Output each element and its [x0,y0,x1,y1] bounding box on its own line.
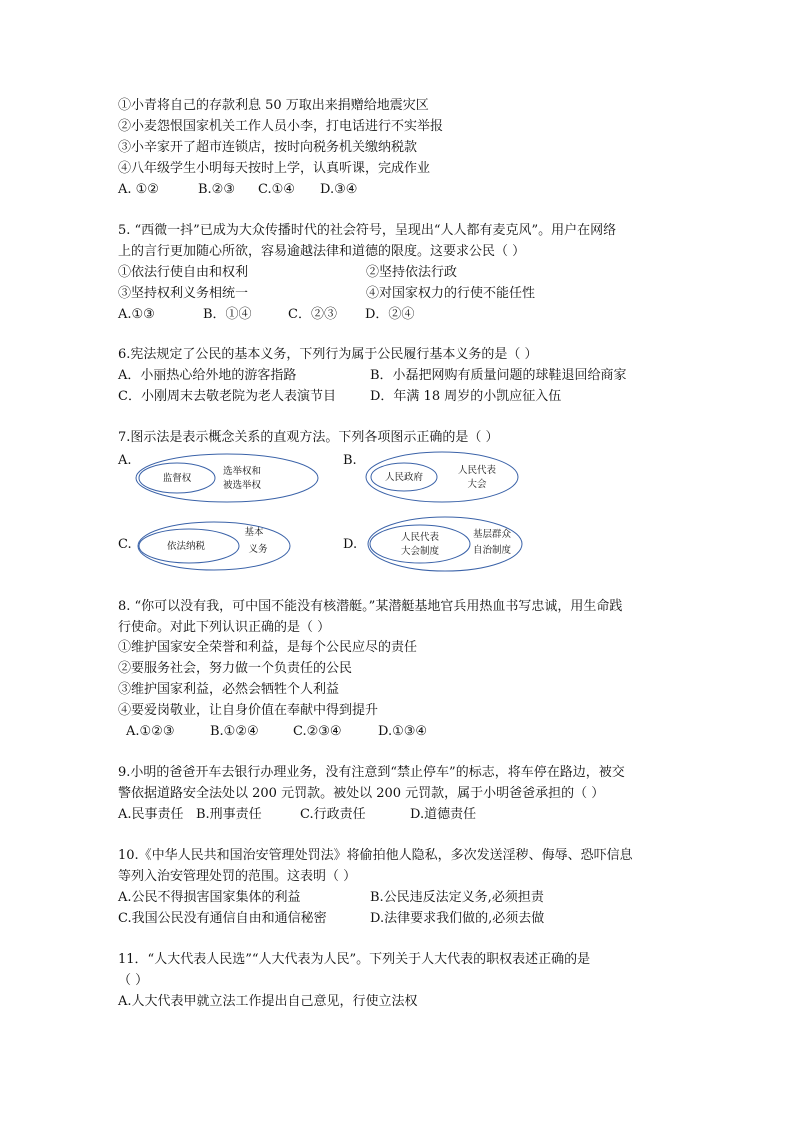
q6-option-d: D．年满 18 周岁的小凯应征入伍 [370,389,562,404]
q7-diagram-d [364,513,526,575]
q7-diagram-d-outer-ellipse [368,517,522,571]
q9-option-b: B.刑事责任 [196,807,262,822]
q4-item-3: ③小辛家开了超市连锁店，按时向税务机关缴纳税款 [118,140,418,155]
q7-diagram-d-outer-text-1: 基层群众 [472,529,512,540]
q8-option-d: D.①③④ [378,724,428,739]
q10-option-d: D.法律要求我们做的,必须去做 [370,911,545,926]
q7-stem: 7.图示法是表示概念关系的直观方法。下列各项图示正确的是（ ） [118,430,499,445]
q8-stem-line-1: 8. “你可以没有我，可中国不能没有核潜艇。”某潜艇基地官兵用热血书写忠诚，用生命践 [118,599,623,614]
q4-option-a: A. ①② [118,182,159,197]
q4-option-b: B.②③ [198,182,235,197]
q9-stem-line-2: 警依据道路安全法处以 200 元罚款。被处以 200 元罚款，属于小明爸爸承担的（ ） [118,786,605,801]
q8-item-1: ①维护国家安全荣誉和利益，是每个公民应尽的责任 [118,640,418,655]
q7-diagram-d-inner-ellipse [370,525,470,563]
q9-option-a: A.民事责任 [118,807,184,822]
q5-item-4: ④对国家权力的行使不能任性 [366,286,536,301]
q7-diagram-a-outer-text-1: 选举权和 [222,466,262,477]
q9-option-c: C.行政责任 [300,807,366,822]
q8-item-3: ③维护国家利益，必然会牺牲个人利益 [118,682,340,697]
q5-option-c: C．②③ [288,307,337,322]
q10-stem-line-1: 10.《中华人民共和国治安管理处罚法》将偷拍他人隐私，多次发送淫秽、侮辱、恐吓信息 [118,848,633,863]
q5-option-b: B．①④ [203,307,252,322]
q6-stem: 6.宪法规定了公民的基本义务，下列行为属于公民履行基本义务的是（ ） [118,347,538,362]
q4-item-2: ②小麦怨恨国家机关工作人员小李，打电话进行不实举报 [118,119,444,134]
q5-stem-line-2: 上的言行更加随心所欲，容易逾越法律和道德的限度。这要求公民（ ） [118,244,526,259]
q7-diagram-b-outer-text-2: 大会 [467,479,487,490]
q7-diagram-a [132,450,322,506]
q7-diagram-b-label: B. [343,453,357,468]
q7-diagram-b [362,448,522,506]
q7-diagram-b-outer-text-1: 人民代表 [457,465,497,476]
q5-option-a: A.①③ [118,307,155,322]
q7-diagram-b-inner-text: 人民政府 [384,472,424,483]
q8-option-b: B.①②④ [210,724,259,739]
q4-item-4: ④八年级学生小明每天按时上学，认真听课，完成作业 [118,161,431,176]
q7-diagram-d-inner-text-2: 大会制度 [400,546,440,557]
q10-option-c: C.我国公民没有通信自由和通信秘密 [118,911,327,926]
q7-diagram-d-label: D. [343,537,358,552]
q5-stem-line-1: 5. “西微一抖”已成为大众传播时代的社会符号，呈现出“人人都有麦克风”。用户在网络 [118,223,617,238]
q5-item-3: ③坚持权利义务相统一 [118,286,249,301]
q8-stem-line-2: 行使命。对此下列认识正确的是（ ） [118,620,331,635]
q4-item-1: ①小青将自己的存款利息 50 万取出来捐赠给地震灾区 [118,98,429,113]
q10-stem-line-2: 等列入治安管理处罚的范围。这表明（ ） [118,869,357,884]
q6-option-a: A．小丽热心给外地的游客指路 [118,368,297,383]
q6-option-c: C．小刚周末去敬老院为老人表演节目 [118,389,336,404]
q8-option-a: A.①②③ [126,724,175,739]
q5-option-d: D．②④ [365,307,415,322]
q9-stem-line-1: 9.小明的爸爸开车去银行办理业务，没有注意到“禁止停车”的标志，将车停在路边，被交 [118,765,625,780]
q7-diagram-c-label: C. [118,537,132,552]
q6-option-b: B．小磊把网购有质量问题的球鞋退回给商家 [370,368,627,383]
q9-option-d: D.道德责任 [410,807,477,822]
q8-option-c: C.②③④ [293,724,342,739]
q7-diagram-c [134,518,294,574]
q10-option-b: B.公民违反法定义务,必须担责 [370,890,544,905]
q7-diagram-c-outer-text-1: 基本 [244,527,264,538]
q7-diagram-d-outer-text-2: 自治制度 [472,545,512,556]
q10-option-a: A.公民不得损害国家集体的利益 [118,890,301,905]
q7-diagram-c-outer-text-2: 义务 [248,544,268,555]
q11-stem-line-1: 11．“人大代表人民选”“人大代表为人民”。下列关于人大代表的职权表述正确的是 [118,952,591,967]
q5-item-2: ②坚持依法行政 [366,265,458,280]
q11-stem-line-2: （ ） [118,973,149,988]
q7-diagram-a-label: A. [118,453,132,468]
q4-option-c: C.①④ [258,182,295,197]
q4-option-d: D.③④ [320,182,358,197]
q7-diagram-c-inner-text: 依法纳税 [166,541,206,552]
q7-diagram-a-inner-text: 监督权 [162,473,192,484]
q8-item-2: ②要服务社会，努力做一个负责任的公民 [118,661,353,676]
q5-item-1: ①依法行使自由和权利 [118,265,249,280]
q7-diagram-a-outer-text-2: 被选举权 [222,480,262,491]
q8-item-4: ④要爱岗敬业，让自身价值在奉献中得到提升 [118,703,379,718]
q7-diagram-d-inner-text-1: 人民代表 [400,532,440,543]
q11-option-a: A.人大代表甲就立法工作提出自己意见，行使立法权 [118,994,418,1009]
